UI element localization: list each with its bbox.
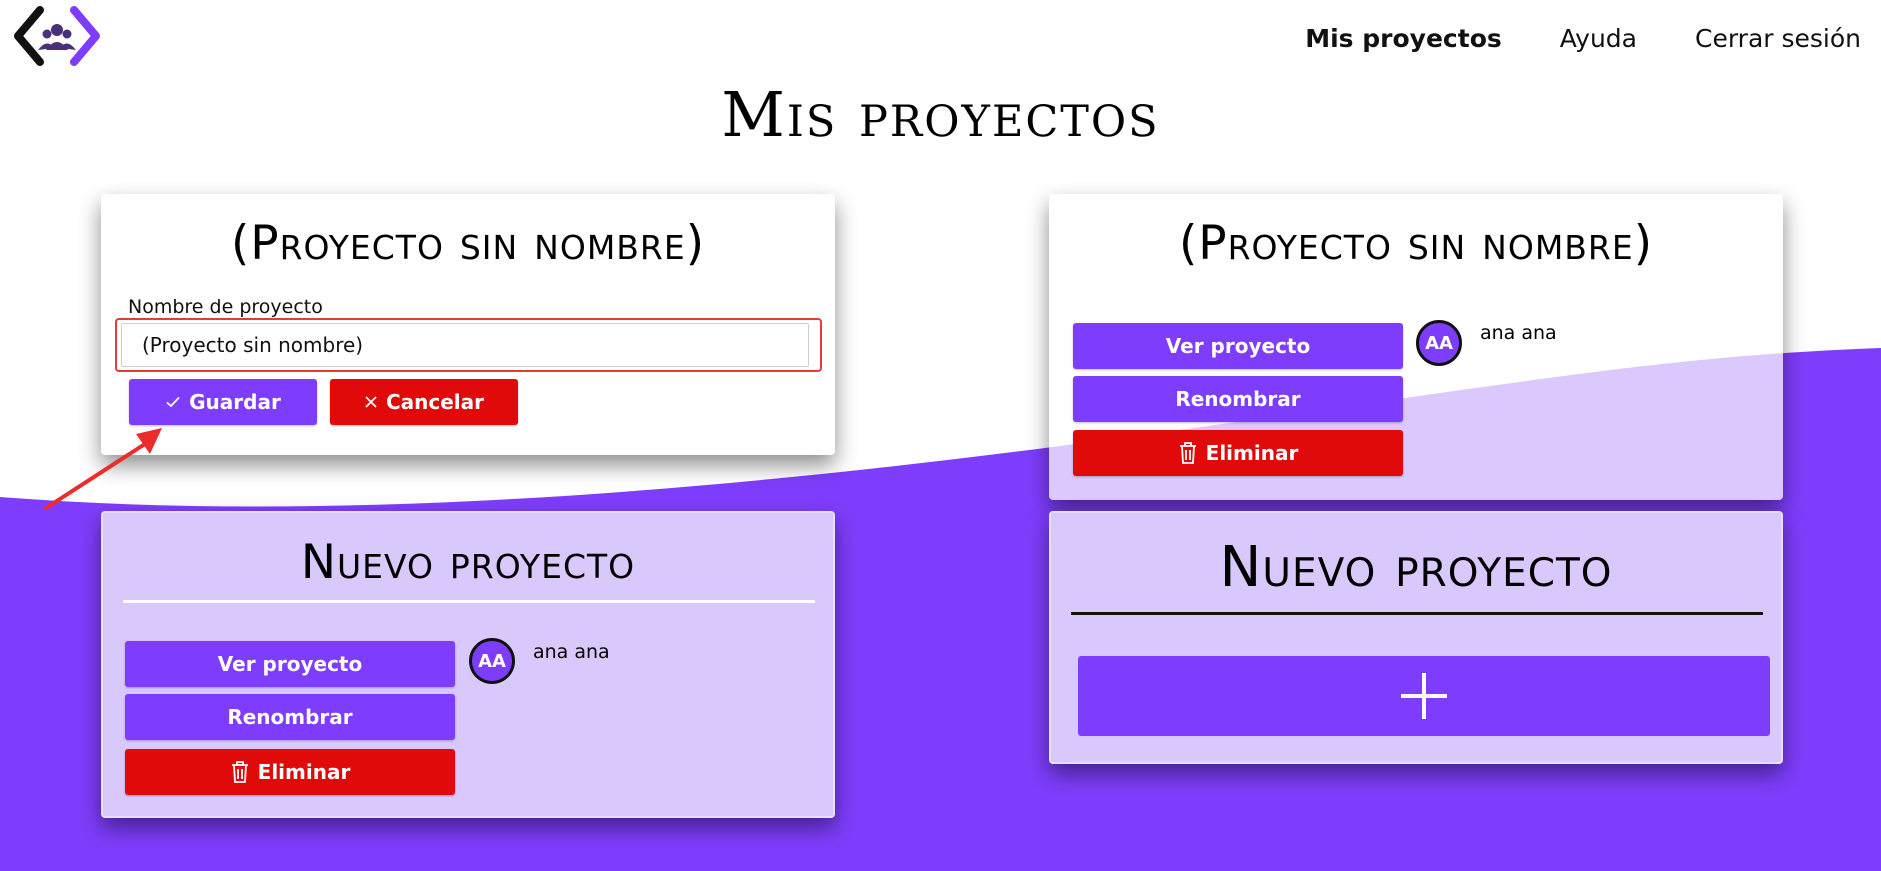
plus-icon <box>1399 671 1449 721</box>
trash-icon <box>230 760 250 784</box>
annotation-arrow <box>40 420 170 515</box>
rename-label: Renombrar <box>1175 387 1301 411</box>
cancel-button[interactable] <box>330 379 518 425</box>
project-name-field-highlight <box>115 318 822 372</box>
top-nav <box>1305 24 1861 53</box>
title-divider <box>123 600 815 603</box>
cancel-label: Cancelar <box>385 390 485 414</box>
rename-label: Renombrar <box>227 705 353 729</box>
delete-label: Eliminar <box>257 760 351 784</box>
member-name: ana ana <box>1480 322 1557 344</box>
app-logo[interactable] <box>12 6 102 66</box>
page-title: Mis proyectos <box>721 78 1160 151</box>
new-project-title: Nuevo proyecto <box>1219 535 1613 600</box>
project-title: (Proyecto sin nombre) <box>1178 216 1654 271</box>
member-name: ana ana <box>533 641 610 663</box>
delete-button[interactable] <box>125 749 455 795</box>
view-project-label: Ver proyecto <box>217 652 363 676</box>
project-name-label: Nombre de proyecto <box>128 296 323 318</box>
x-icon <box>364 395 378 409</box>
save-label: Guardar <box>189 390 281 414</box>
project-card-rename <box>101 194 835 455</box>
project-card <box>101 511 835 818</box>
view-project-button[interactable] <box>125 641 455 687</box>
rename-button[interactable] <box>125 694 455 740</box>
nav-ayuda[interactable]: Ayuda <box>1559 24 1637 53</box>
rename-button[interactable] <box>1073 376 1403 422</box>
nav-cerrar-sesion[interactable]: Cerrar sesión <box>1694 24 1861 53</box>
title-divider <box>1071 612 1763 615</box>
project-card <box>1049 194 1783 500</box>
delete-label: Eliminar <box>1205 441 1299 465</box>
project-title: Nuevo proyecto <box>300 535 636 590</box>
trash-icon <box>1178 441 1198 465</box>
add-project-button[interactable] <box>1078 656 1770 736</box>
view-project-label: Ver proyecto <box>1165 334 1311 358</box>
new-project-card <box>1049 511 1783 764</box>
project-title: (Proyecto sin nombre) <box>230 216 706 271</box>
save-button[interactable] <box>129 379 317 425</box>
check-icon <box>165 394 181 410</box>
view-project-button[interactable] <box>1073 323 1403 369</box>
project-name-input[interactable] <box>121 323 809 367</box>
avatar[interactable]: AA <box>469 638 515 684</box>
nav-mis-proyectos[interactable]: Mis proyectos <box>1305 24 1502 53</box>
delete-button[interactable] <box>1073 430 1403 476</box>
avatar[interactable]: AA <box>1416 320 1462 366</box>
